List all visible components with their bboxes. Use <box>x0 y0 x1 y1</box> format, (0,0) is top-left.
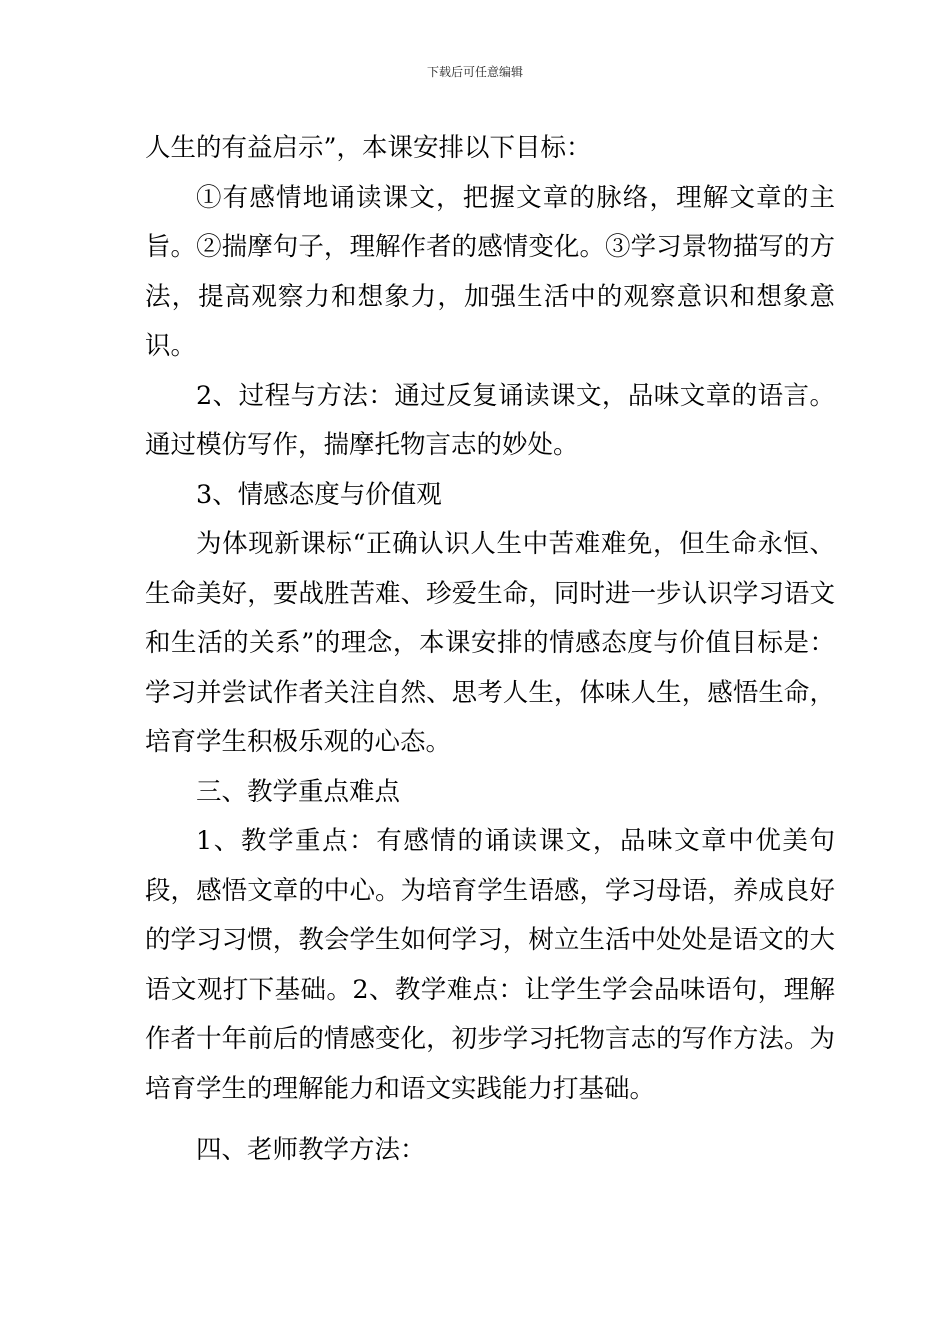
heading-teaching-methods: 四、老师教学方法： <box>196 1135 426 1165</box>
paragraph-key-difficult-points: 1、教学重点：有感情的诵读课文，品味文章中优美句段，感悟文章的中心。为培育学生语感，学习母语，养成良好的学习习惯，教会学生如何学习，树立生活中处处是语文的大语文观打下基础。2、教学难点：让学生学会品味语句，理解作者十年前后的情感变化，初步学习托物言志的写作方法。为培育学生的理解能力和语文实践能力打基础。 <box>145 826 835 1104</box>
page-header: 下载后可任意编辑 <box>426 65 523 79</box>
paragraph-process-method: 2、过程与方法：通过反复诵读课文，品味文章的语言。通过模仿写作，揣摩托物言志的妙处。 <box>145 380 835 460</box>
document-body <box>145 124 835 1176</box>
heading-key-difficult-points: 三、教学重点难点 <box>196 776 401 807</box>
heading-emotion-values: 3、情感态度与价值观 <box>196 479 442 510</box>
paragraph-objectives-intro: 人生的有益启示”，本课安排以下目标： <box>145 133 592 163</box>
paragraph-objectives-list: ①有感情地诵读课文，把握文章的脉络，理解文章的主旨。②揣摩句子，理解作者的感情变化。③学习景物描写的方法，提高观察力和想象力，加强生活中的观察意识和想象意识。 <box>145 182 835 361</box>
paragraph-emotion-values: 为体现新课标“正确认识人生中苦难难免，但生命永恒、生命美好，要战胜苦难、珍爱生命，同时进一步认识学习语文和生活的关系”的理念，本课安排的情感态度与价值目标是：学习并尝试作者关注自然、思考人生，体味人生，感悟生命，培育学生积极乐观的心态。 <box>145 529 835 757</box>
